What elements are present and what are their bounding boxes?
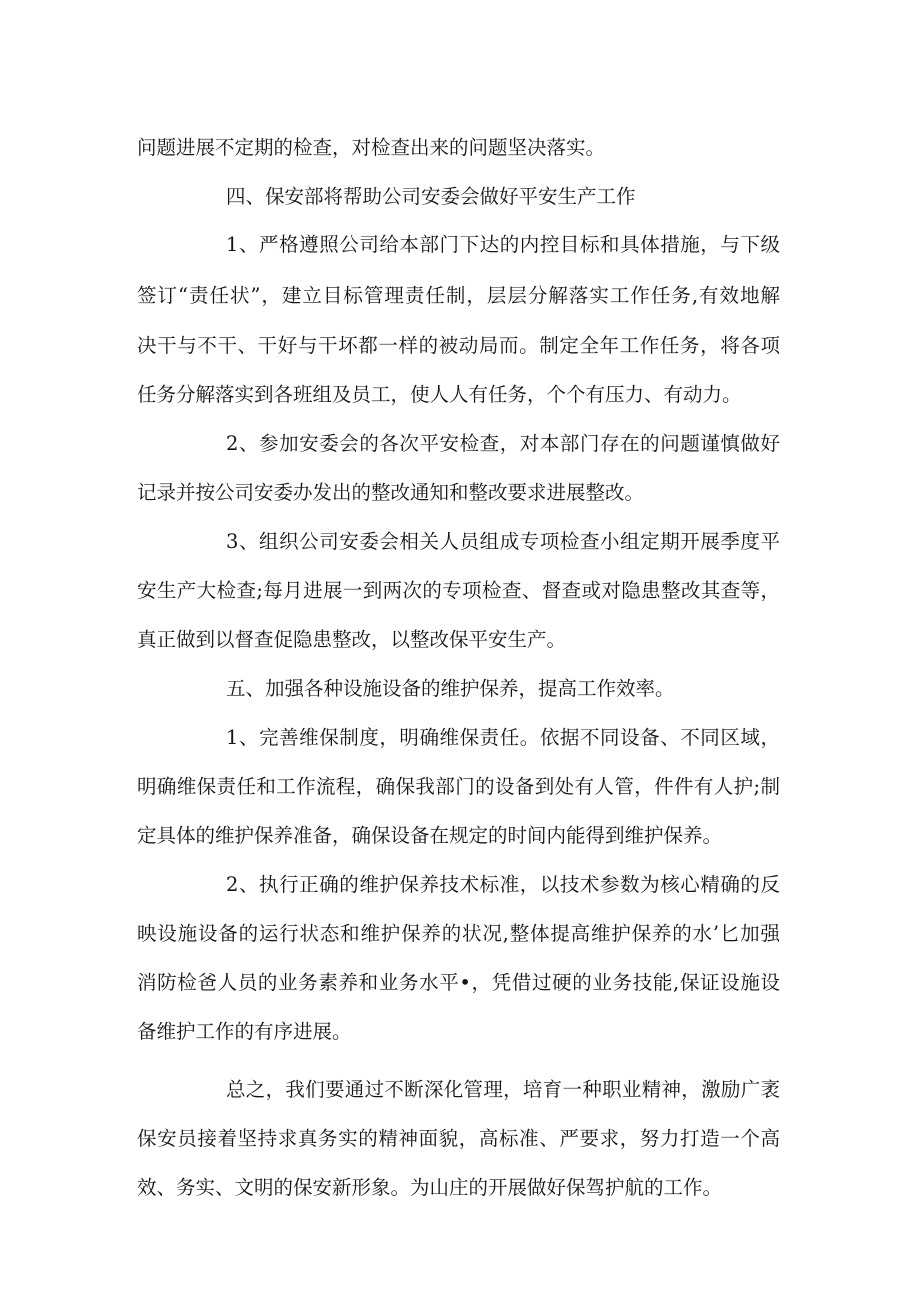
section-heading: 四、保安部将帮助公司安委会做好平安生产工作 bbox=[226, 185, 636, 208]
text-line: 2、参加安委会的各次平安检查，对本部门存在的问题谨慎做好 bbox=[226, 432, 780, 455]
text-line: 保安员接着坚持求真务实的精神面貌，高标准、严要求，努力打造一个高 bbox=[137, 1127, 780, 1150]
text-line: 签订“责任状”，建立目标管理责任制，层层分解落实工作任务,有效地解 bbox=[137, 284, 780, 307]
text-line: 明确维保责任和工作流程，确保我部门的设备到处有人管，件件有人护;制 bbox=[137, 775, 780, 798]
section-heading: 五、加强各种设施设备的维护保养，提高工作效率。 bbox=[226, 677, 675, 700]
text-line: 问题进展不定期的检查，对检查出来的问题坚决落实。 bbox=[137, 136, 606, 159]
text-line: 3、组织公司安委会相关人员组成专项检查小组定期开展季度平 bbox=[226, 530, 780, 553]
text-line: 备维护工作的有序进展。 bbox=[137, 1020, 352, 1043]
text-line: 映设施设备的运行状态和维护保养的状况,整体提高维护保养的水’匕加强 bbox=[137, 922, 780, 945]
text-line: 决干与不干、干好与干坏都一样的被动局而。制定全年工作任务，将各项 bbox=[137, 334, 780, 357]
text-line: 2、执行正确的维护保养技术标准，以技术参数为核心精确的反 bbox=[226, 873, 780, 896]
text-line: 真正做到以督查促隐患整改，以整改保平安生产。 bbox=[137, 628, 567, 651]
text-line: 1、严格遵照公司给本部门下达的内控目标和具体措施，与下级 bbox=[226, 233, 780, 256]
text-line: 效、务实、文明的保安新形象。为山庄的开展做好保驾护航的工作。 bbox=[137, 1176, 723, 1199]
text-line: 定具体的维护保养准备，确保设备在规定的时间内能得到维护保养。 bbox=[137, 824, 723, 847]
text-line: 记录并按公司安委办发出的整改通知和整改要求进展整改。 bbox=[137, 481, 645, 504]
text-line: 安生产大检查;每月进展一到两次的专项检查、督查或对隐患整改其查等， bbox=[137, 579, 780, 602]
text-line: 1、完善维保制度，明确维保责任。依据不同设备、不同区域， bbox=[226, 726, 780, 749]
text-line: 总之，我们要通过不断深化管理，培育一种职业精神，激励广袤 bbox=[226, 1078, 780, 1101]
text-line: 消防检爸人员的业务素养和业务水平•，凭借过硬的业务技能,保证设施设 bbox=[137, 971, 780, 994]
text-line: 任务分解落实到各班组及员工，使人人有任务，个个有压力、有动力。 bbox=[137, 383, 742, 406]
